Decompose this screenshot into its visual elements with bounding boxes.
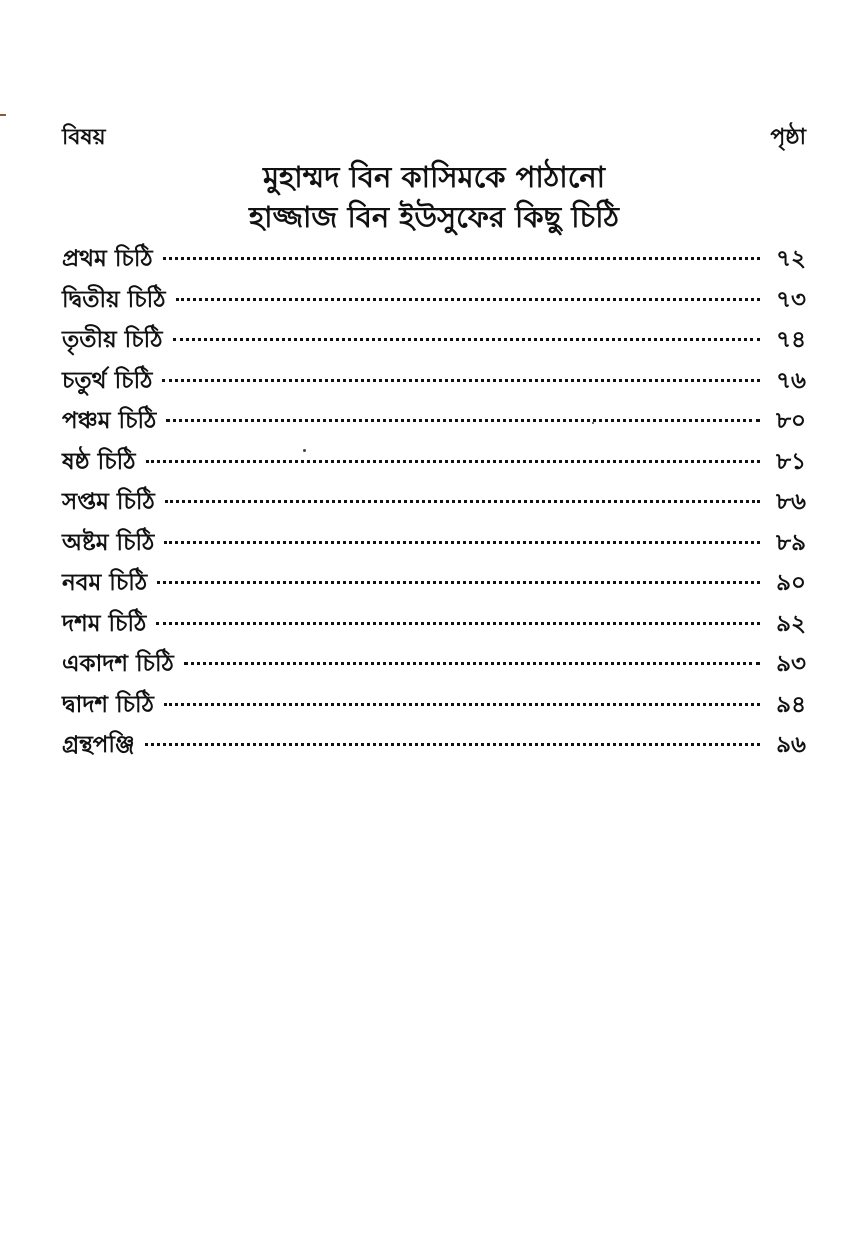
toc-entry-label: দ্বাদশ চিঠি xyxy=(62,691,154,718)
toc-entry-label: চতুর্থ চিঠি xyxy=(62,367,153,394)
dot-leader xyxy=(165,500,760,503)
dot-leader xyxy=(166,419,760,422)
toc-header xyxy=(62,120,806,157)
toc-entry xyxy=(62,564,806,605)
toc-entry-page: ৮৬ xyxy=(776,489,806,515)
toc-entry xyxy=(62,443,806,484)
toc-entry-label: দশম চিঠি xyxy=(62,610,147,637)
subject-heading: বিষয় xyxy=(62,125,106,150)
toc-entry-label: দ্বিতীয় চিঠি xyxy=(62,286,166,313)
toc-entry xyxy=(62,240,806,281)
toc-entry-page: ৭৪ xyxy=(776,327,806,353)
scan-mark xyxy=(0,114,6,116)
section-title-line2: হাজ্জাজ বিন ইউসুফের কিছু চিঠি xyxy=(248,200,620,234)
dot-leader xyxy=(145,743,760,746)
dot-leader xyxy=(173,338,760,341)
toc-entry-page: ৯০ xyxy=(776,570,806,596)
toc-entry-label: একাদশ চিঠি xyxy=(62,651,174,677)
dot-leader xyxy=(162,379,760,382)
toc-entry-label: অষ্টম চিঠি xyxy=(62,529,155,556)
table-of-contents xyxy=(62,240,806,767)
toc-entry-page: ৯৩ xyxy=(776,651,806,677)
toc-entry xyxy=(62,645,806,686)
page-heading: পৃষ্ঠা xyxy=(770,125,806,150)
toc-entry xyxy=(62,362,806,403)
toc-entry-page: ৭৩ xyxy=(776,286,806,313)
toc-entry-label: ষষ্ঠ চিঠি xyxy=(62,448,136,475)
toc-entry xyxy=(62,726,806,767)
dot-leader xyxy=(146,460,760,463)
toc-entry-label: পঞ্চম চিঠি xyxy=(62,408,157,434)
dot-leader xyxy=(164,541,760,544)
toc-entry xyxy=(62,686,806,727)
dot-leader xyxy=(156,622,760,625)
toc-entry-label: নবম চিঠি xyxy=(62,570,148,596)
toc-entry xyxy=(62,402,806,443)
toc-entry-page: ৭২ xyxy=(776,246,806,272)
toc-entry-page: ৮০ xyxy=(776,408,806,434)
toc-entry-page: ৭৬ xyxy=(776,367,806,394)
section-title-line1: মুহাম্মদ বিন কাসিমকে পাঠানো xyxy=(262,160,606,194)
toc-entry-page: ৯৬ xyxy=(776,732,806,758)
scan-speck xyxy=(303,449,306,452)
toc-entry-label: প্রথম চিঠি xyxy=(62,246,153,272)
toc-entry-page: ৯৪ xyxy=(776,691,806,718)
toc-entry xyxy=(62,483,806,524)
toc-entry xyxy=(62,605,806,646)
dot-leader xyxy=(163,257,760,260)
toc-entry-page: ৯২ xyxy=(776,610,806,637)
toc-entry-label: তৃতীয় চিঠি xyxy=(62,327,163,353)
toc-entry-label: গ্রন্থপঞ্জি xyxy=(62,732,135,758)
dot-leader xyxy=(176,298,760,301)
toc-entry xyxy=(62,524,806,565)
dot-leader xyxy=(164,703,760,706)
toc-entry-label: সপ্তম চিঠি xyxy=(62,489,155,515)
toc-entry xyxy=(62,281,806,322)
scan-speck xyxy=(592,422,594,424)
toc-entry xyxy=(62,321,806,362)
dot-leader xyxy=(184,662,760,665)
dot-leader xyxy=(157,581,760,584)
toc-entry-page: ৮১ xyxy=(776,448,806,475)
toc-entry-page: ৮৯ xyxy=(776,529,806,556)
